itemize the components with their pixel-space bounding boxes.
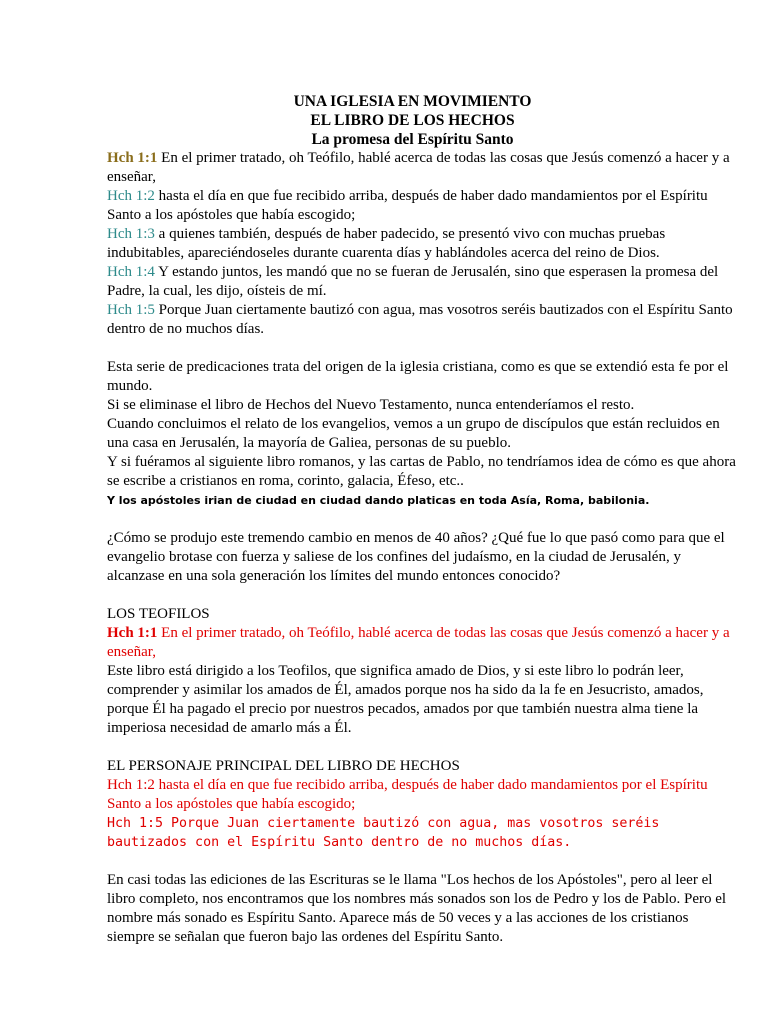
intro-paragraph: Si se eliminase el libro de Hechos del Nuevo Testamento, nunca entenderíamos el resto. xyxy=(107,397,635,413)
section-body: Este libro está dirigido a los Teofilos, que significa amado de Dios, y si este libro lo podrán leer, comprender y asimilar los amados de Él, amados porque nos ha sido da la fe en Jesucristo, amados, porque Él ha pagado el precio por nuestros pecados, amados por que también nuestra alma tiene la imperiosa necesidad de amarlo más a Él. xyxy=(107,663,704,736)
verse-text: Y estando juntos, les mandó que no se fueran de Jerusalén, sino que esperasen la promesa del Padre, la cual, les dijo, oísteis de mí. xyxy=(107,264,719,299)
verse-1 xyxy=(107,149,738,187)
section-verse-mono: Hch 1:5 Porque Juan ciertamente bautizó con agua, mas vosotros seréis bautizados con el Espíritu Santo dentro de no muchos días. xyxy=(107,816,660,850)
verse-text: En el primer tratado, oh Teófilo, hablé acerca de todas las cosas que Jesús comenzó a hacer y a enseñar, xyxy=(107,150,730,185)
intro-note: Y los apóstoles irian de ciudad en ciudad dando platicas en toda Asía, Roma, babilonia. xyxy=(107,494,650,507)
verse-text: Porque Juan ciertamente bautizó con agua, mas vosotros seréis bautizados con el Espíritu Santo dentro de no muchos días. xyxy=(107,302,733,337)
intro-paragraph: Cuando concluimos el relato de los evangelios, vemos a un grupo de discípulos que están recluidos en una casa en Jerusalén, la mayoría de Galiea, personas de su pueblo. xyxy=(107,416,720,451)
verse-ref: Hch 1:3 xyxy=(107,226,155,242)
section-heading: EL PERSONAJE PRINCIPAL DEL LIBRO DE HECHOS xyxy=(107,758,460,774)
spacer xyxy=(107,852,738,871)
verse-ref: Hch 1:1 xyxy=(107,150,158,166)
verse-4 xyxy=(107,263,738,301)
verse-ref: Hch 1:4 xyxy=(107,264,155,280)
verse-ref: Hch 1:2 xyxy=(107,188,155,204)
verse-text: En el primer tratado, oh Teófilo, hablé acerca de todas las cosas que Jesús comenzó a hacer y a enseñar, xyxy=(107,625,730,660)
section-title: La promesa del Espíritu Santo xyxy=(311,131,514,148)
subtitle: EL LIBRO DE LOS HECHOS xyxy=(310,112,515,129)
spacer xyxy=(107,738,738,757)
section-heading: LOS TEOFILOS xyxy=(107,606,210,622)
question-paragraph: ¿Cómo se produjo este tremendo cambio en menos de 40 años? ¿Qué fue lo que pasó como para que el evangelio brotase con fuerza y saliese de los confines del judaísmo, en la ciudad de Jerusalén, y alcanzase en una sola generación los límites del mundo entonces conocido? xyxy=(107,530,725,584)
section-body: En casi todas las ediciones de las Escrituras se le llama "Los hechos de los Apóstoles", pero al leer el libro completo, nos encontramos que los nombres más sonados son los de Pedro y los de Pablo. Pero el nombre más sonado es Espíritu Santo. Aparece más de 50 veces y a las acciones de los cristianos siempre se señalan que fueron bajo las ordenes del Espíritu Santo. xyxy=(107,872,727,945)
verse-ref: Hch 1:1 xyxy=(107,625,158,641)
spacer xyxy=(107,510,738,529)
intro-paragraph: Y si fuéramos al siguiente libro romanos, y las cartas de Pablo, no tendríamos idea de cómo es que ahora se escribe a cristianos en roma, corinto, galacia, Éfeso, etc.. xyxy=(107,454,736,489)
verse-3 xyxy=(107,225,738,263)
verse-5 xyxy=(107,301,738,339)
section-verse xyxy=(107,624,738,662)
verse-2 xyxy=(107,187,738,225)
spacer xyxy=(107,586,738,605)
section-verse: Hch 1:2 hasta el día en que fue recibido arriba, después de haber dado mandamientos por el Espíritu Santo a los apóstoles que había escogido; xyxy=(107,777,708,812)
verse-text: hasta el día en que fue recibido arriba, después de haber dado mandamientos por el Espíritu Santo a los apóstoles que había escogido; xyxy=(107,188,708,223)
verse-text: a quienes también, después de haber padecido, se presentó vivo con muchas pruebas indubitables, apareciéndoseles durante cuarenta días y hablándoles acerca del reino de Dios. xyxy=(107,226,666,261)
spacer xyxy=(107,339,738,358)
main-title: UNA IGLESIA EN MOVIMIENTO xyxy=(293,93,532,110)
intro-paragraph: Esta serie de predicaciones trata del origen de la iglesia cristiana, como es que se extendió esta fe por el mundo. xyxy=(107,359,729,394)
title-block xyxy=(107,92,718,149)
verse-ref: Hch 1:5 xyxy=(107,302,155,318)
